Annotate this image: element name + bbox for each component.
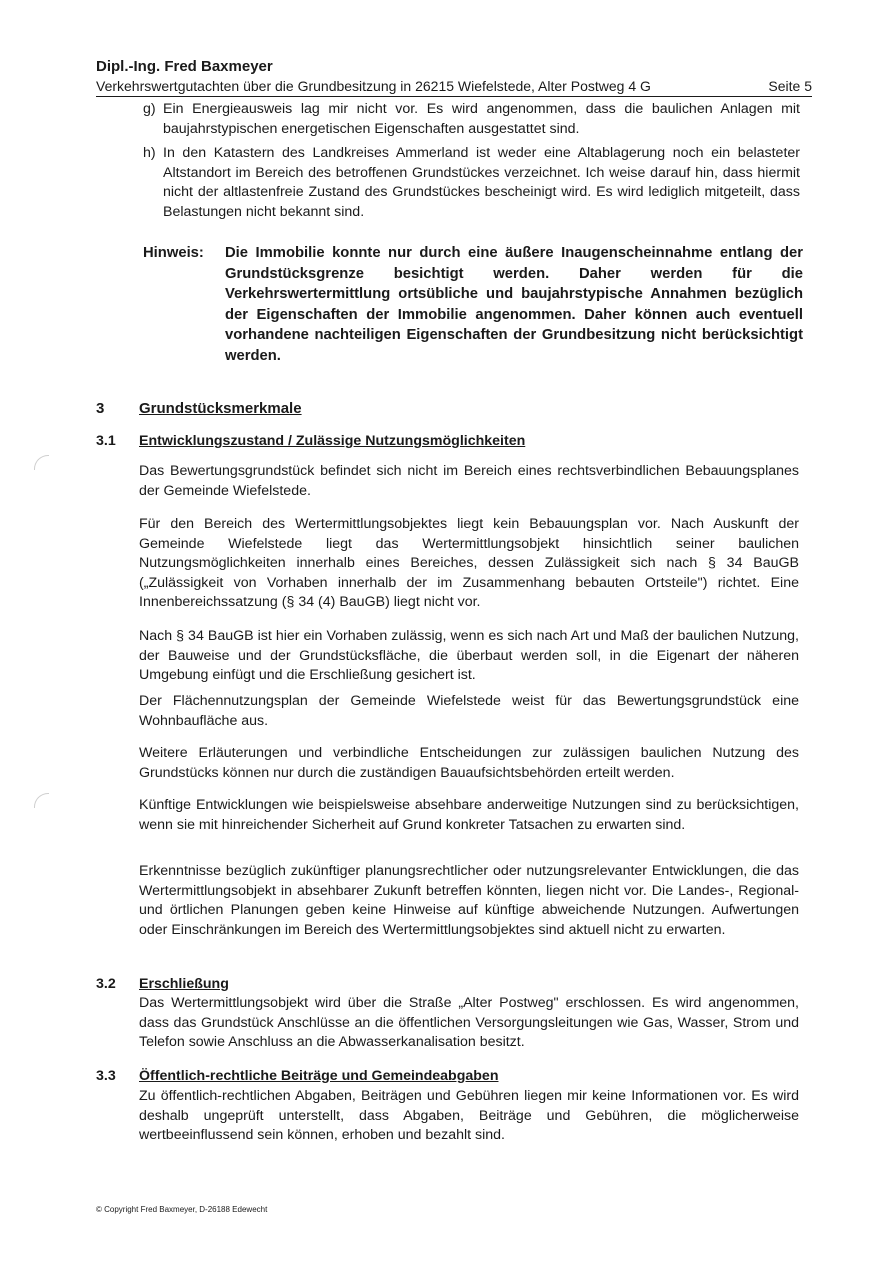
subsection-number: 3.1 [96, 433, 116, 449]
scan-artifact [34, 793, 49, 808]
running-header [96, 78, 812, 97]
subsection-title: Entwicklungszustand / Zulässige Nutzungsmöglichkeiten [139, 433, 526, 449]
note-label: Hinweis: [143, 245, 204, 261]
list-item-label: g) [143, 101, 156, 117]
list-item-h [143, 144, 800, 222]
paragraph: Das Wertermittlungsobjekt wird über die Straße „Alter Postweg" erschlossen. Es wird angenommen, dass das Grundstück Anschlüsse an die öffentlichen Versorgungsleitungen wie Gas, Wasser, Strom und Telefon sowie Anschluss an die Abwasserkanalisation besitzt. [139, 995, 799, 1050]
note-text: Die Immobilie konnte nur durch eine äußere Inaugenscheinnahme entlang der Grundstücksgrenze besichtigt werden. Daher werden für die Verkehrswertermittlung ortsübliche und baujahrstypische Annahmen bezüglich der Eigenschaften der Immobilie angenommen. Daher können auch eventuell vorhandene nachteiligen Eigenschaften der Grundbesitzung nicht berücksichtigt werden. [225, 245, 803, 364]
paragraph: Nach § 34 BauGB ist hier ein Vorhaben zulässig, wenn es sich nach Art und Maß der baulichen Nutzung, der Bauweise und der Grundstücksfläche, die überbaut werden soll, in die Eigenart der näheren Umgebung einfügt und die Erschließung gesichert ist. [139, 628, 799, 683]
copyright-footer: © Copyright Fred Baxmeyer, D-26188 Edewecht [96, 1205, 268, 1214]
section-title: Grundstücksmerkmale [139, 400, 302, 417]
subsection-number: 3.2 [96, 976, 116, 992]
subsection-heading-3-1 [96, 433, 525, 449]
subsection-title: Erschließung [139, 976, 229, 992]
section-number: 3 [96, 400, 105, 417]
paragraph: Erkenntnisse bezüglich zukünftiger planungsrechtlicher oder nutzungsrelevanter Entwicklungen, die das Wertermittlungsobjekt in absehbarer Zukunft betreffen könnten, liegen nicht vor. Die Landes-, Regional- und örtlichen Planungen geben keine Hinweise auf künftige abweichende Nutzungen. Aufwertungen oder Einschränkungen im Bereich des Wertermittlungsobjektes sind aktuell nicht zu erwarten. [139, 863, 799, 938]
subsection-heading-3-3 [96, 1068, 498, 1084]
list-item-text: Ein Energieausweis lag mir nicht vor. Es wird angenommen, dass die baulichen Anlagen mit baujahrstypischen energetischen Eigenschaften ausgestattet sind. [163, 101, 800, 137]
paragraph: Der Flächennutzungsplan der Gemeinde Wiefelstede weist für das Bewertungsgrundstück eine Wohnbaufläche aus. [139, 693, 799, 729]
paragraph: Für den Bereich des Wertermittlungsobjektes liegt kein Bebauungsplan vor. Nach Auskunft der Gemeinde Wiefelstede liegt das Wertermittlungsobjekt hinsichtlich seiner baulichen Nutzungsmöglichkeiten innerhalb eines Bereiches, dessen Zulässigkeit sich nach § 34 BauGB („Zulässigkeit von Vorhaben innerhalb der im Zusammenhang bebauten Ortsteile") richtet. Eine Innenbereichssatzung (§ 34 (4) BauGB) liegt nicht vor. [139, 516, 799, 610]
section-heading [96, 400, 302, 417]
scan-artifact [34, 455, 49, 470]
subsection-number: 3.3 [96, 1068, 116, 1084]
note-box [143, 243, 803, 366]
report-subject: Verkehrswertgutachten über die Grundbesitzung in 26215 Wiefelstede, Alter Postweg 4 G [96, 78, 651, 94]
page-number: Seite 5 [768, 78, 812, 94]
list-item-text: In den Katastern des Landkreises Ammerland ist weder eine Altablagerung noch ein belasteter Altstandort im Bereich des betroffenen Grundstückes verzeichnet. Ich weise darauf hin, dass hiermit nicht der altlastenfreie Zustand des Grundstückes bescheinigt wird. Es wird lediglich mitgeteilt, dass Belastungen nicht bekannt sind. [163, 145, 800, 220]
subsection-heading-3-2 [96, 976, 229, 992]
paragraph: Das Bewertungsgrundstück befindet sich nicht im Bereich eines rechtsverbindlichen Bebauungsplanes der Gemeinde Wiefelstede. [139, 463, 799, 499]
list-item-label: h) [143, 145, 156, 161]
author-name: Dipl.-Ing. Fred Baxmeyer [96, 58, 273, 75]
subsection-title: Öffentlich-rechtliche Beiträge und Gemeindeabgaben [139, 1068, 499, 1084]
paragraph: Weitere Erläuterungen und verbindliche Entscheidungen zur zulässigen baulichen Nutzung des Grundstücks können nur durch die zuständigen Bauaufsichtsbehörden erteilt werden. [139, 745, 799, 781]
list-item-g [143, 100, 800, 139]
paragraph: Künftige Entwicklungen wie beispielsweise absehbare anderweitige Nutzungen sind zu berücksichtigen, wenn sie mit hinreichender Sicherheit auf Grund konkreter Tatsachen zu erwarten sind. [139, 797, 799, 833]
paragraph: Zu öffentlich-rechtlichen Abgaben, Beiträgen und Gebühren liegen mir keine Informationen vor. Es wird deshalb ungeprüft unterstellt, dass Abgaben, Beiträge und Gebühren, die möglicherweise wertbeeinflussend sein können, erhoben und bezahlt sind. [139, 1088, 799, 1143]
